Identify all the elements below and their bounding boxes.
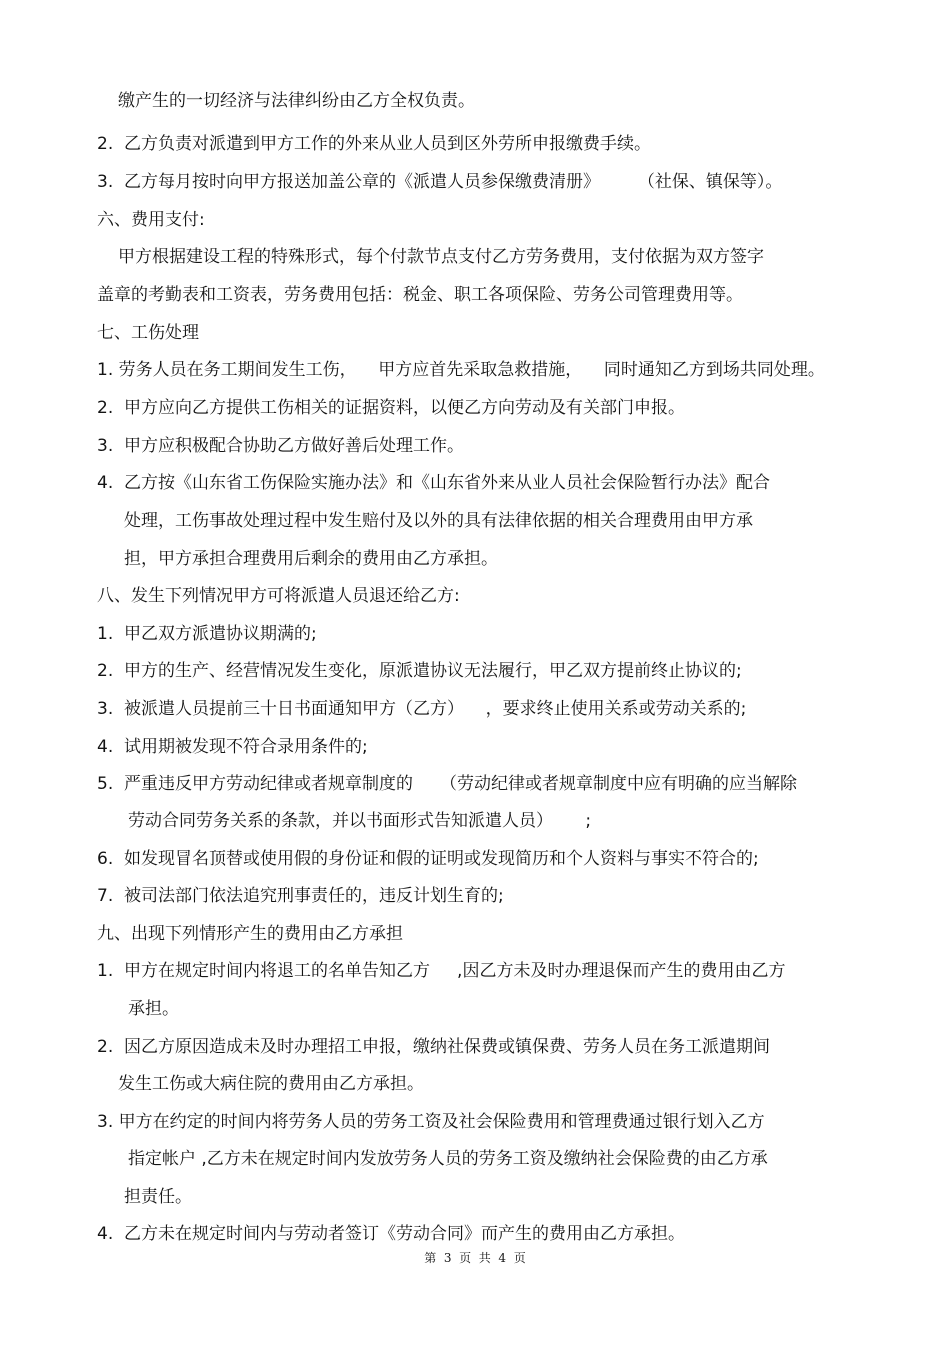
text-line-27: 发生工伤或大病住院的费用由乙方承担。: [118, 1074, 424, 1094]
section-heading-9: 九、出现下列情形产生的费用由乙方承担: [97, 924, 403, 944]
page-number-footer: 第 3 页 共 4 页: [424, 1251, 526, 1265]
text-line-5: 甲方根据建设工程的特殊形式，每个付款节点支付乙方劳务费用，支付依据为双方签字: [118, 247, 764, 267]
text-line-6: 盖章的考勤表和工资表，劳务费用包括：税金、职工各项保险、劳务公司管理费用等。: [97, 285, 743, 305]
text-line-12: 处理，工伤事故处理过程中发生赔付及以外的具有法律依据的相关合理费用由甲方承: [124, 511, 753, 531]
text-line-11: 4. 乙方按《山东省工伤保险实施办法》和《山东省外来从业人员社会保险暂行办法》配合: [97, 473, 771, 493]
text-line-28: 3. 甲方在约定的时间内将劳务人员的劳务工资及社会保险费用和管理费通过银行划入乙方: [97, 1112, 765, 1132]
text-line-30: 担责任。: [124, 1187, 192, 1207]
text-line-17: 3. 被派遣人员提前三十日书面通知甲方（乙方） ，要求终止使用关系或劳动关系的;: [97, 699, 747, 719]
text-line-31: 4. 乙方未在规定时间内与劳动者签订《劳动合同》而产生的费用由乙方承担。: [97, 1224, 686, 1244]
text-line-8: 1. 劳务人员在务工期间发生工伤， 甲方应首先采取急救措施， 同时通知乙方到场共同处理。: [97, 360, 825, 380]
text-line-15: 1. 甲乙双方派遣协议期满的;: [97, 624, 317, 644]
text-line-2: 2. 乙方负责对派遣到甲方工作的外来从业人员到区外劳所申报缴费手续。: [97, 134, 652, 154]
section-heading-7: 七、工伤处理: [97, 323, 199, 343]
section-heading-8: 八、发生下列情况甲方可将派遣人员退还给乙方:: [97, 586, 460, 606]
text-line-13: 担，甲方承担合理费用后剩余的费用由乙方承担。: [124, 549, 498, 569]
text-line-25: 承担。: [128, 999, 179, 1019]
text-line-3: 3. 乙方每月按时向甲方报送加盖公章的《派遣人员参保缴费清册》 （社保、镇保等）。: [97, 172, 783, 192]
text-line-29: 指定帐户 ,乙方未在规定时间内发放劳务人员的劳务工资及缴纳社会保险费的由乙方承: [128, 1149, 768, 1169]
text-line-1: 缴产生的一切经济与法律纠纷由乙方全权负责。: [118, 91, 475, 111]
text-line-19: 5. 严重违反甲方劳动纪律或者规章制度的 （劳动纪律或者规章制度中应有明确的应当解除: [97, 774, 798, 794]
text-line-24: 1. 甲方在规定时间内将退工的名单告知乙方 ,因乙方未及时办理退保而产生的费用由乙方: [97, 961, 786, 981]
text-line-16: 2. 甲方的生产、经营情况发生变化，原派遣协议无法履行，甲乙双方提前终止协议的;: [97, 661, 742, 681]
text-line-22: 7. 被司法部门依法追究刑事责任的，违反计划生育的;: [97, 886, 504, 906]
section-heading-6: 六、费用支付:: [97, 210, 205, 230]
text-line-9: 2. 甲方应向乙方提供工伤相关的证据资料，以便乙方向劳动及有关部门申报。: [97, 398, 686, 418]
text-line-21: 6. 如发现冒名顶替或使用假的身份证和假的证明或发现简历和个人资料与事实不符合的;: [97, 849, 759, 869]
text-line-20: 劳动合同劳务关系的条款，并以书面形式告知派遣人员） ;: [128, 811, 592, 831]
text-line-26: 2. 因乙方原因造成未及时办理招工申报，缴纳社保费或镇保费、劳务人员在务工派遣期间: [97, 1037, 771, 1057]
text-line-10: 3. 甲方应积极配合协助乙方做好善后处理工作。: [97, 436, 465, 456]
text-line-18: 4. 试用期被发现不符合录用条件的;: [97, 737, 368, 757]
